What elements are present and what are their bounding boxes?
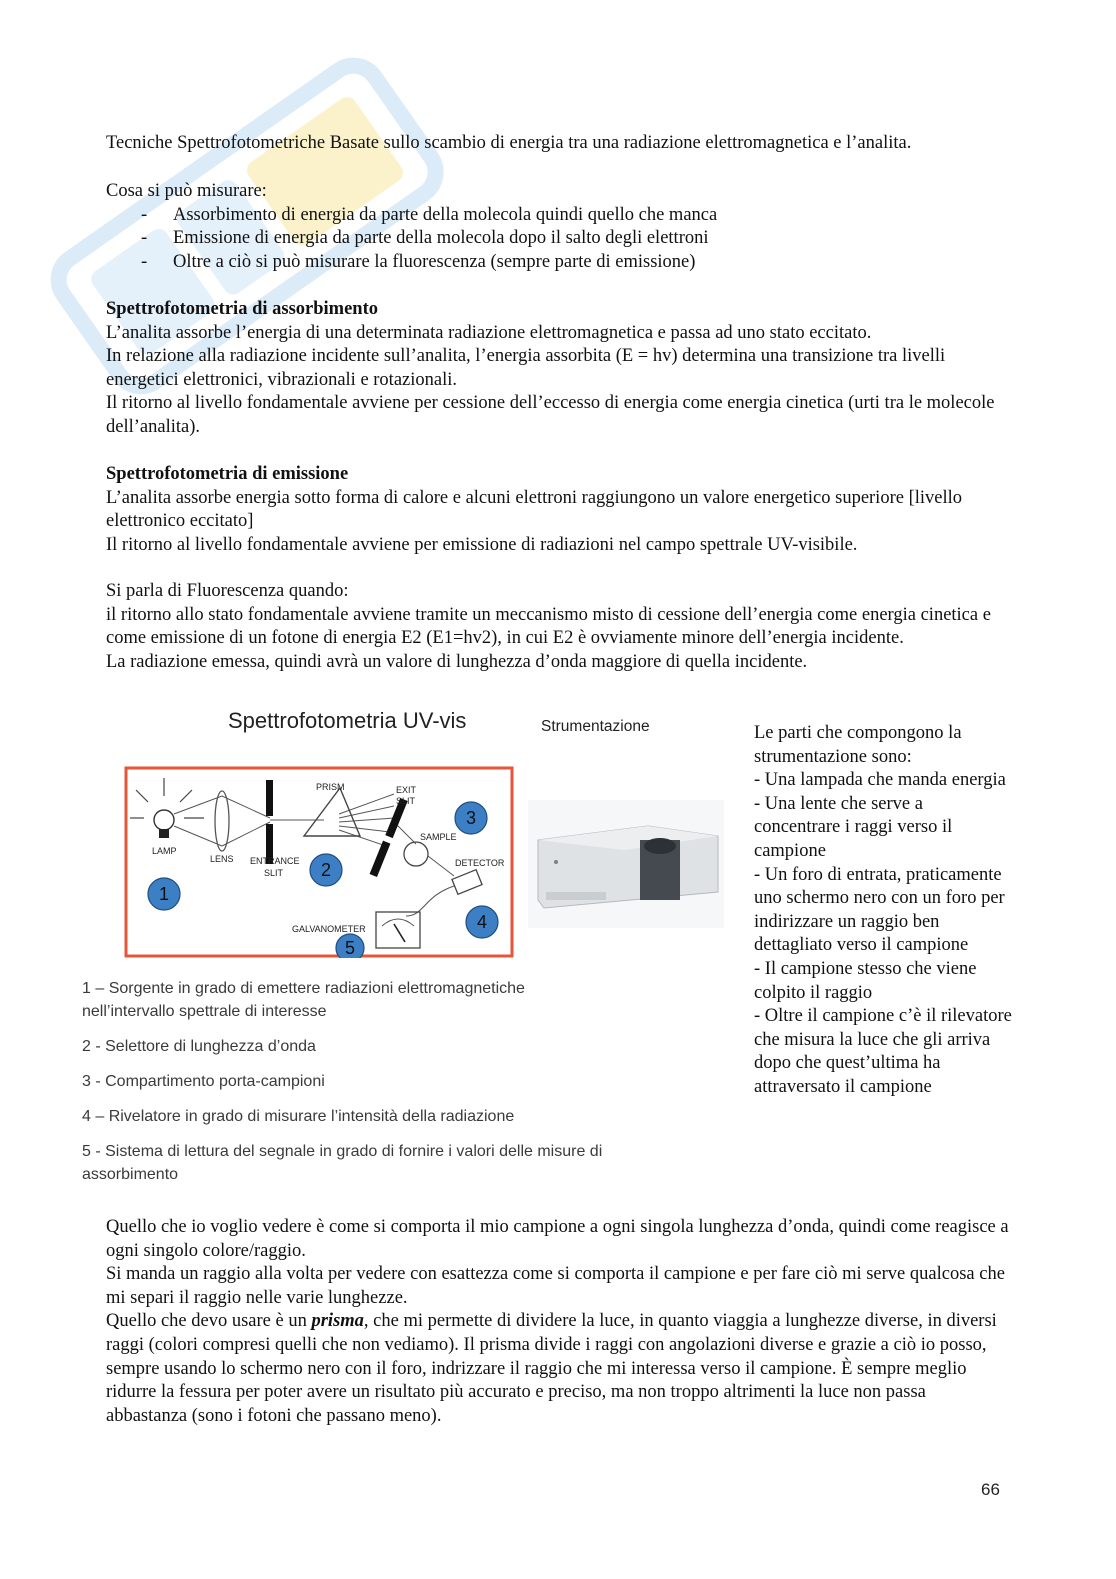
side-item: - Una lampada che manda energia — [754, 770, 1006, 791]
badge-3-label: 3 — [465, 808, 477, 828]
badge-5-label: 5 — [344, 938, 356, 958]
closing-p3 — [106, 1310, 1011, 1428]
label-lens: LENS — [210, 854, 234, 864]
figure-legend — [82, 977, 682, 1186]
measure-section — [106, 180, 1011, 274]
legend-item: 3 - Compartimento porta-campioni — [82, 1073, 325, 1090]
figure-title: Spettrofotometria UV-vis — [228, 708, 467, 733]
label-entrance: ENTRANCE — [250, 856, 300, 866]
label-lamp: LAMP — [152, 846, 177, 856]
label-sample: SAMPLE — [420, 832, 457, 842]
label-entrance-slit: SLIT — [264, 868, 284, 878]
absorption-p3: Il ritorno al livello fondamentale avviene per cessione dell’eccesso di energia come energia cinetica (urti tra le molecole dell’analita). — [106, 393, 995, 437]
emission-heading: Spettrofotometria di emissione — [106, 464, 349, 484]
measure-list — [106, 204, 1011, 275]
absorption-heading: Spettrofotometria di assorbimento — [106, 299, 378, 319]
page-number: 66 — [981, 1480, 1000, 1499]
list-item: - Assorbimento di energia da parte della molecola quindi quello che manca — [106, 204, 1011, 228]
closing-p3-after: , che mi permette di dividere la luce, in quanto viaggia a lunghezze diverse, in diversi raggi (colori compresi quelli che non vediamo). Il prisma divide i raggi con angolazioni diverse e grazie a ciò io posso, sempre usando lo schermo nero con il foro, indrizzare il raggio che mi interessa verso il campione. È sempre meglio ridurre la fessura per poter avere un risultato più accurato e preciso, ma non troppo altrimenti la luce non passa abbastanza (sono i fotoni che passano meno). — [106, 1311, 997, 1426]
side-text — [754, 722, 1012, 1100]
intro-text: Tecniche Spettrofotometriche Basate sullo scambio di energia tra una radiazione elettromagnetica e l’analita. — [106, 133, 912, 153]
spectrophotometer-photo — [528, 800, 724, 928]
label-galvanometer: GALVANOMETER — [292, 924, 366, 934]
fluorescence-p2: La radiazione emessa, quindi avrà un valore di lunghezza d’onda maggiore di quella incidente. — [106, 651, 808, 672]
list-item: - Oltre a ciò si può misurare la fluorescenza (sempre parte di emissione) — [106, 251, 1011, 275]
intro-section — [106, 132, 1011, 156]
absorption-p2: In relazione alla radiazione incidente sull’analita, l’energia assorbita (E = hv) determina una transizione tra livelli energetici elettronici, vibrazionali e rotazionali. — [106, 346, 946, 390]
fluorescence-section — [106, 580, 1011, 674]
legend-item: 5 - Sistema di lettura del segnale in grado di fornire i valori delle misure di assorbimento — [82, 1143, 603, 1183]
label-exit-slit: SLIT — [396, 796, 416, 806]
legend-item: 2 - Selettore di lunghezza d’onda — [82, 1038, 316, 1055]
emission-p2: Il ritorno al livello fondamentale avviene per emissione di radiazioni nel campo spettrale UV-visibile. — [106, 534, 858, 555]
side-item: - Il campione stesso che viene colpito il raggio — [754, 958, 977, 1003]
label-prism: PRISM — [316, 782, 345, 792]
spectrophotometer-diagram — [124, 766, 514, 958]
figure-subtitle: Strumentazione — [541, 718, 650, 735]
fluorescence-p1: il ritorno allo stato fondamentale avviene tramite un meccanismo misto di cessione dell’energia come energia cinetica e come emissione di un fotone di energia E2 (E1=hv2), in cui E2 è ovviamente minore dell’energia incidente. — [106, 604, 991, 649]
emission-section — [106, 463, 1011, 557]
badge-1-label: 1 — [158, 884, 170, 904]
badge-4-label: 4 — [476, 912, 488, 932]
closing-p2: Si manda un raggio alla volta per vedere con esattezza come si comporta il campione e per fare ciò mi serve qualcosa che mi separi il raggio nelle varie lunghezze. — [106, 1264, 1005, 1308]
legend-item: 4 – Rivelatore in grado di misurare l’intensità della radiazione — [82, 1108, 515, 1125]
side-item: - Oltre il campione c’è il rilevatore che misura la luce che gli arriva dopo che quest’ultima ha attraversato il campione — [754, 1006, 1012, 1097]
emission-p1: L’analita assorbe energia sotto forma di calore e alcuni elettroni raggiungono un valore energetico superiore [livello elettronico eccitato] — [106, 487, 963, 532]
absorption-section — [106, 298, 1011, 440]
absorption-p1: L’analita assorbe l’energia di una determinata radiazione elettromagnetica e passa ad uno stato eccitato. — [106, 322, 872, 343]
closing-section — [106, 1216, 1011, 1428]
closing-p3-before: Quello che devo usare è un — [106, 1311, 312, 1332]
fluorescence-lead: Si parla di Fluorescenza quando: — [106, 581, 349, 601]
closing-p1: Quello che io voglio vedere è come si comporta il mio campione a ogni singola lunghezza d’onda, quindi come reagisce a ogni singolo colore/raggio. — [106, 1217, 1009, 1261]
legend-item: 1 – Sorgente in grado di emettere radiazioni elettromagnetiche nell’intervallo spettrale di interesse — [82, 980, 525, 1020]
prism-term: prisma — [311, 1311, 364, 1332]
side-item: - Un foro di entrata, praticamente uno schermo nero con un foro per indirizzare un raggio ben dettagliato verso il campione — [754, 864, 1005, 956]
measure-lead: Cosa si può misurare: — [106, 181, 267, 201]
label-exit: EXIT — [396, 785, 417, 795]
side-item: - Una lente che serve a concentrare i raggi verso il campione — [754, 793, 953, 861]
badge-2-label: 2 — [320, 860, 332, 880]
list-item: - Emissione di energia da parte della molecola dopo il salto degli elettroni — [106, 227, 1011, 251]
side-lead: Le parti che compongono la strumentazione sono: — [754, 723, 962, 767]
label-detector: DETECTOR — [455, 858, 505, 868]
